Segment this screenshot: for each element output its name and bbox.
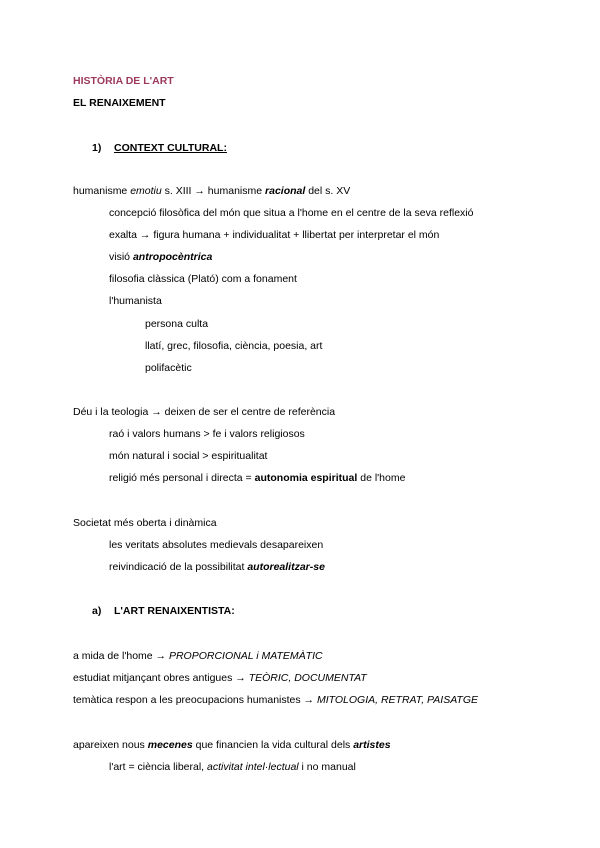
text-line: món natural i social > espiritualitat <box>109 450 268 462</box>
text-run: temàtica respon a les preocupacions humanistes → <box>73 694 317 706</box>
text-line: Déu i la teologia → deixen de ser el centre de referència <box>73 406 336 418</box>
text-line: raó i valors humans > fe i valors religiosos <box>109 428 305 440</box>
text-run: que financien la vida cultural dels <box>192 739 354 751</box>
text-run: i no manual <box>298 761 356 773</box>
bold-italic-run: racional <box>265 185 306 197</box>
text-line: persona culta <box>145 318 209 330</box>
text-run: de l'home <box>357 472 406 484</box>
bold-run: autonomia espiritual <box>254 472 358 484</box>
text-line <box>109 561 325 574</box>
text-run: religió més personal i directa = <box>109 472 255 484</box>
text-line <box>73 650 323 663</box>
text-run: del s. XV <box>305 185 351 197</box>
section-heading-text: CONTEXT CULTURAL: <box>114 142 227 154</box>
text-line <box>109 472 405 485</box>
text-line <box>73 739 391 752</box>
italic-run: MITOLOGIA, RETRAT, PAISATGE <box>316 694 479 706</box>
section-heading-text: L'ART RENAIXENTISTA: <box>114 605 235 617</box>
italic-run: PROPORCIONAL i MATEMÀTIC <box>168 650 323 662</box>
text-run: l'art = ciència liberal, <box>109 761 208 773</box>
text-line <box>109 251 212 264</box>
text-run: apareixen nous <box>73 739 148 751</box>
text-line <box>109 761 356 774</box>
bold-italic-run: autorealitzar-se <box>247 561 325 573</box>
section-heading-art <box>92 605 235 618</box>
section-number: 1) <box>92 142 102 154</box>
italic-run: TEÒRIC, DOCUMENTAT <box>248 672 367 684</box>
text-line: llatí, grec, filosofia, ciència, poesia, art <box>145 340 323 352</box>
bold-italic-run: artistes <box>353 739 391 751</box>
section-number: a) <box>92 605 102 617</box>
italic-run: emotiu <box>130 185 162 197</box>
text-line: polifacètic <box>145 362 192 374</box>
text-line: concepció filosòfica del món que situa a l'home en el centre de la seva reflexió <box>109 207 474 219</box>
text-line: l'humanista <box>109 295 162 307</box>
text-run: reivindicació de la possibilitat <box>109 561 248 573</box>
text-run: humanisme <box>73 185 131 197</box>
text-line <box>73 672 367 685</box>
text-line: filosofia clàssica (Plató) com a fonament <box>109 273 297 285</box>
text-run: estudiat mitjançant obres antigues → <box>73 672 249 684</box>
text-line: les veritats absolutes medievals desapareixen <box>109 539 324 551</box>
text-line: exalta → figura humana + individualitat + llibertat per interpretar el món <box>109 229 440 241</box>
text-run: s. XIII → humanisme <box>161 185 266 197</box>
course-title: HISTÒRIA DE L'ART <box>73 75 174 87</box>
text-run: a mida de l'home → <box>73 650 169 662</box>
text-line <box>73 694 478 707</box>
bold-italic-run: antropocèntrica <box>132 251 213 263</box>
section-heading-context <box>92 142 227 155</box>
unit-title: EL RENAIXEMENT <box>73 97 166 109</box>
italic-run: activitat intel·lectual <box>207 761 299 773</box>
text-run: visió <box>109 251 133 263</box>
bold-italic-run: mecenes <box>147 739 193 751</box>
text-line: Societat més oberta i dinàmica <box>73 517 217 529</box>
text-line <box>73 185 350 198</box>
